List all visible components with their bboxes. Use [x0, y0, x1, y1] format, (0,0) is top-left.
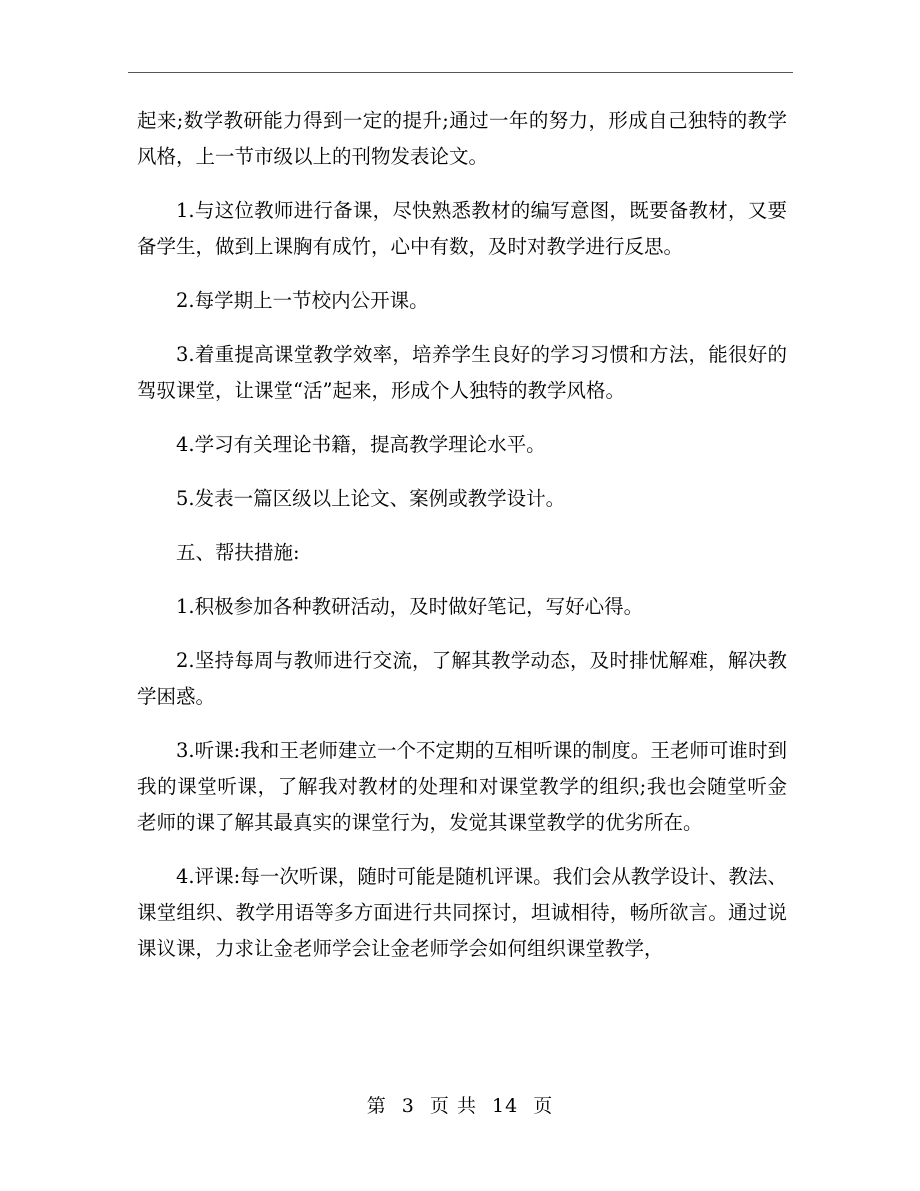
paragraph: 3.着重提高课堂教学效率，培养学生良好的学习习惯和方法，能很好的驾驭课堂，让课堂“活”起来，形成个人独特的教学风格。 [137, 343, 787, 402]
page-footer [0, 1092, 920, 1120]
paragraph: 4.学习有关理论书籍，提高教学理论水平。 [176, 433, 546, 456]
current-page-number: 3 [401, 1095, 415, 1117]
section-heading: 五、帮扶措施: [176, 541, 300, 564]
paragraph: 3.听课:我和王老师建立一个不定期的互相听课的制度。王老师可谁时到我的课堂听课，了解我对教材的处理和对课堂教学的组织;我也会随堂听金老师的课了解其最真实的课堂行为，发觉其课堂教学的优劣所在。 [137, 739, 787, 834]
paragraph: 2.坚持每周与教师进行交流，了解其教学动态，及时排忧解难，解决教学困惑。 [137, 649, 787, 708]
paragraph: 5.发表一篇区级以上论文、案例或教学设计。 [176, 487, 566, 510]
document-body [137, 103, 787, 985]
paragraph: 1.积极参加各种教研活动，及时做好笔记，写好心得。 [176, 595, 644, 618]
total-pages-number: 14 [492, 1095, 519, 1117]
page-label-prefix: 第 [366, 1095, 387, 1117]
paragraph: 4.评课:每一次听课，随时可能是随机评课。我们会从教学设计、教法、课堂组织、教学用语等多方面进行共同探讨，坦诚相待，畅所欲言。通过说课议课，力求让金老师学会让金老师学会如何组织课堂教学， [137, 865, 787, 960]
paragraph: 2.每学期上一节校内公开课。 [176, 289, 429, 312]
paragraph: 1.与这位教师进行备课，尽快熟悉教材的编写意图，既要备教材，又要备学生，做到上课胸有成竹，心中有数，及时对教学进行反思。 [137, 199, 787, 258]
page-label-suffix: 页 [533, 1095, 554, 1117]
header-rule [128, 72, 793, 73]
paragraph: 起来;数学教研能力得到一定的提升;通过一年的努力，形成自己独特的教学风格，上一节市级以上的刊物发表论文。 [137, 109, 787, 168]
page-label-mid: 页 共 [429, 1095, 477, 1117]
